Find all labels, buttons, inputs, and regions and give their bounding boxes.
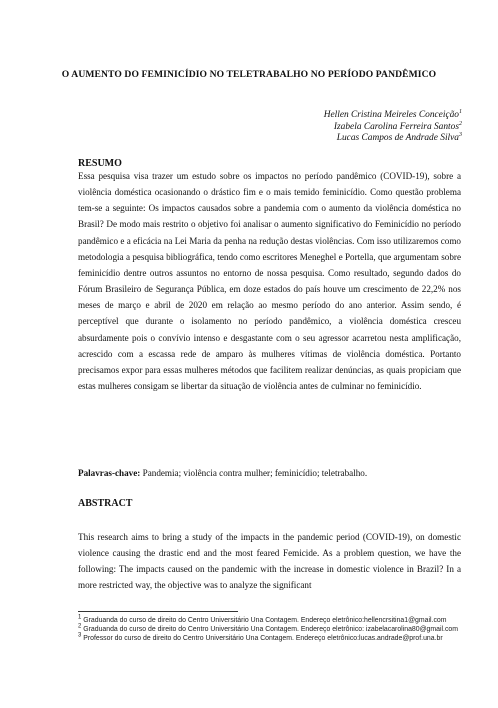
footnotes: [78, 616, 468, 644]
author-name: Hellen Cristina Meireles Conceição: [323, 110, 459, 120]
footnote-text: Professor do curso de direito do Centro Universitário Una Contagem. Endereço eletrônico:lucas.andrade@prof.una.br: [81, 635, 443, 643]
keywords-text: Pandemia; violência contra mulher; feminicídio; teletrabalho.: [140, 468, 368, 478]
footnote-text: Graduanda do curso de direito do Centro Universitário Una Contagem. Endereço eletrônico:hellencrsitina1@gmail.com: [81, 617, 447, 624]
author-1: [324, 110, 462, 122]
keywords-label: Palavras-chave:: [78, 468, 141, 478]
footnote-mark: 1: [459, 108, 462, 115]
footnote-mark: 1: [78, 614, 82, 621]
author-name: Izabela Carolina Ferreira Santos: [333, 121, 459, 132]
footnote-rule: [78, 611, 238, 612]
author-list: [324, 110, 462, 145]
footnote-2: [78, 625, 468, 634]
abstract-heading: ABSTRACT: [78, 498, 133, 509]
author-name: Lucas Campos de Andrade Silva: [336, 133, 459, 144]
footnote-mark: 3: [78, 633, 82, 640]
keywords: [78, 467, 461, 479]
abstract-text: This research aims to bring a study of the impacts in the pandemic period (COVID-19), on domestic violence causing the drastic end and the most feared Femicide. As a problem question, we have the following: The impacts caused on the pandemic with the increase in domestic violence in Brazil? In a more restricted way, the objective was to analyze the significant: [78, 532, 461, 591]
footnote-mark: 2: [78, 623, 82, 630]
author-2: [324, 122, 462, 134]
resumo-heading: RESUMO: [78, 158, 122, 169]
footnote-1: [78, 616, 468, 625]
author-3: [324, 133, 462, 145]
paper-title: O AUMENTO DO FEMINICÍDIO NO TELETRABALHO NO PERÍODO PANDÊMICO: [61, 69, 437, 80]
footnote-mark: 2: [459, 120, 462, 127]
footnote-3: [78, 634, 468, 643]
resumo-text: Essa pesquisa visa trazer um estudo sobre os impactos no período pandêmico (COVID-19), sobre a violência doméstica ocasionando o drástico fim e o mais temido feminicídio. Como questão problema tem-se a seguinte: Os impactos causados sobre a pandemia com o aumento da violência doméstica no Brasil? De modo mais restrito o objetivo foi analisar o aumento significativo do Feminicídio no período pandêmico e a eficácia na Lei Maria da penha na redução destas violências. Com isso utilizaremos como metodologia a pesquisa bibliográfica, tendo como escritores Meneghel e Portella, que argumentam sobre feminicídio dentre outros assuntos no entorno de nossa pesquisa. Como resultado, segundo dados do Fórum Brasileiro de Segurança Pública, em doze estados do país houve um crescimento de 22,2% nos meses de março e abril de 2020 em relação ao mesmo período do ano anterior. Assim sendo, é perceptível que durante o isolamento no período pandêmico, a violência doméstica cresceu absurdamente pois o convívio intenso e desgastante com o seu agressor acarretou nesta amplificação, acrescido com a escassa rede de amparo às mulheres vítimas de violência doméstica. Portanto precisamos expor para essas mulheres métodos que facilitem realizar denúncias, as quais propiciam que estas mulheres consigam se libertar da situação de violência antes de culminar no feminicídio.: [78, 171, 461, 392]
footnote-text: Graduanda do curso de direito do Centro Universitário Una Contagem. Endereço eletrônico: izabelacarolina80@gmail.com: [81, 626, 458, 634]
footnote-mark: 3: [459, 132, 462, 139]
